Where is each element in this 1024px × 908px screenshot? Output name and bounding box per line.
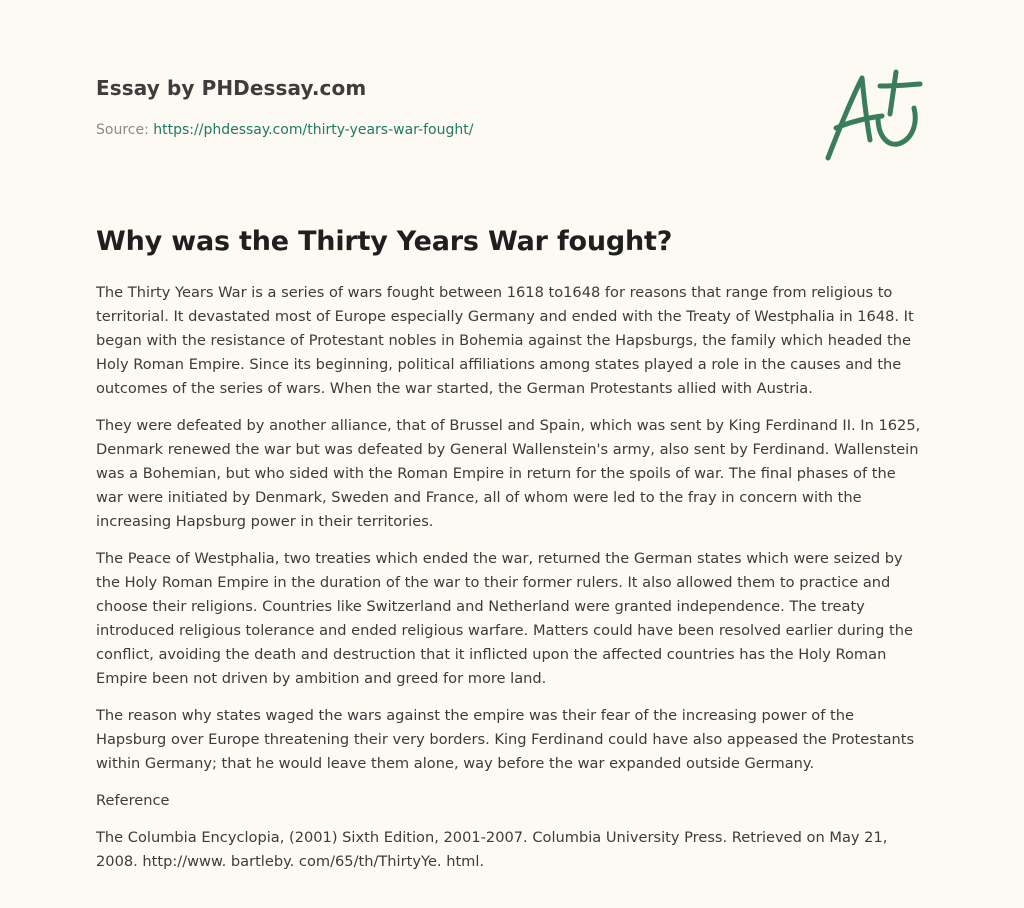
reference-entry: The Columbia Encyclopia, (2001) Sixth Edition, 2001-2007. Columbia University Press. Retrieved on May 21, 2008. http://www. bartleby. com/65/th/ThirtyYe. html. bbox=[96, 829, 888, 870]
source-label: Source: bbox=[96, 122, 149, 138]
source-line bbox=[96, 122, 796, 138]
source-link[interactable]: https://phdessay.com/thirty-years-war-fought/ bbox=[153, 122, 474, 138]
paragraph: The Peace of Westphalia, two treaties which ended the war, returned the German states which were seized by the Holy Roman Empire in the duration of the war to their former rulers. It also allowed them to practice and choose their religions. Countries like Switzerland and Netherland were granted independence. The treaty introduced religious tolerance and ended religious warfare. Matters could have been resolved earlier during the conflict, avoiding the death and destruction that it inflicted upon the affected countries has the Holy Roman Empire been not driven by ambition and greed for more land. bbox=[96, 550, 913, 687]
site-title: Essay by PHDessay.com bbox=[96, 76, 367, 100]
article bbox=[96, 226, 926, 887]
page-header bbox=[96, 76, 796, 138]
paragraph: The reason why states waged the wars against the empire was their fear of the increasing power of the Hapsburg over Europe threatening their very borders. King Ferdinand could have also appeased the Protestants within Germany; that he would leave them alone, way before the war expanded outside Germany. bbox=[96, 707, 915, 772]
reference-heading: Reference bbox=[96, 792, 170, 809]
paragraph: They were defeated by another alliance, that of Brussel and Spain, which was sent by King Ferdinand II. In 1625, Denmark renewed the war but was defeated by General Wallenstein's army, also sent by Ferdinand. Wallenstein was a Bohemian, but who sided with the Roman Empire in return for the spoils of war. The final phases of the war were initiated by Denmark, Sweden and France, all of whom were led to the fray in concern with the increasing Hapsburg power in their territories. bbox=[96, 417, 921, 530]
paragraph: The Thirty Years War is a series of wars fought between 1618 to1648 for reasons that range from religious to territorial. It devastated most of Europe especially Germany and ended with the Treaty of Westphalia in 1648. It began with the resistance of Protestant nobles in Bohemia against the Hapsburgs, the family which headed the Holy Roman Empire. Since its beginning, political affiliations among states played a role in the causes and the outcomes of the series of wars. When the war started, the German Protestants allied with Austria. bbox=[96, 284, 914, 397]
a-plus-logo-icon bbox=[822, 68, 926, 164]
essay-title: Why was the Thirty Years War fought? bbox=[96, 226, 673, 257]
